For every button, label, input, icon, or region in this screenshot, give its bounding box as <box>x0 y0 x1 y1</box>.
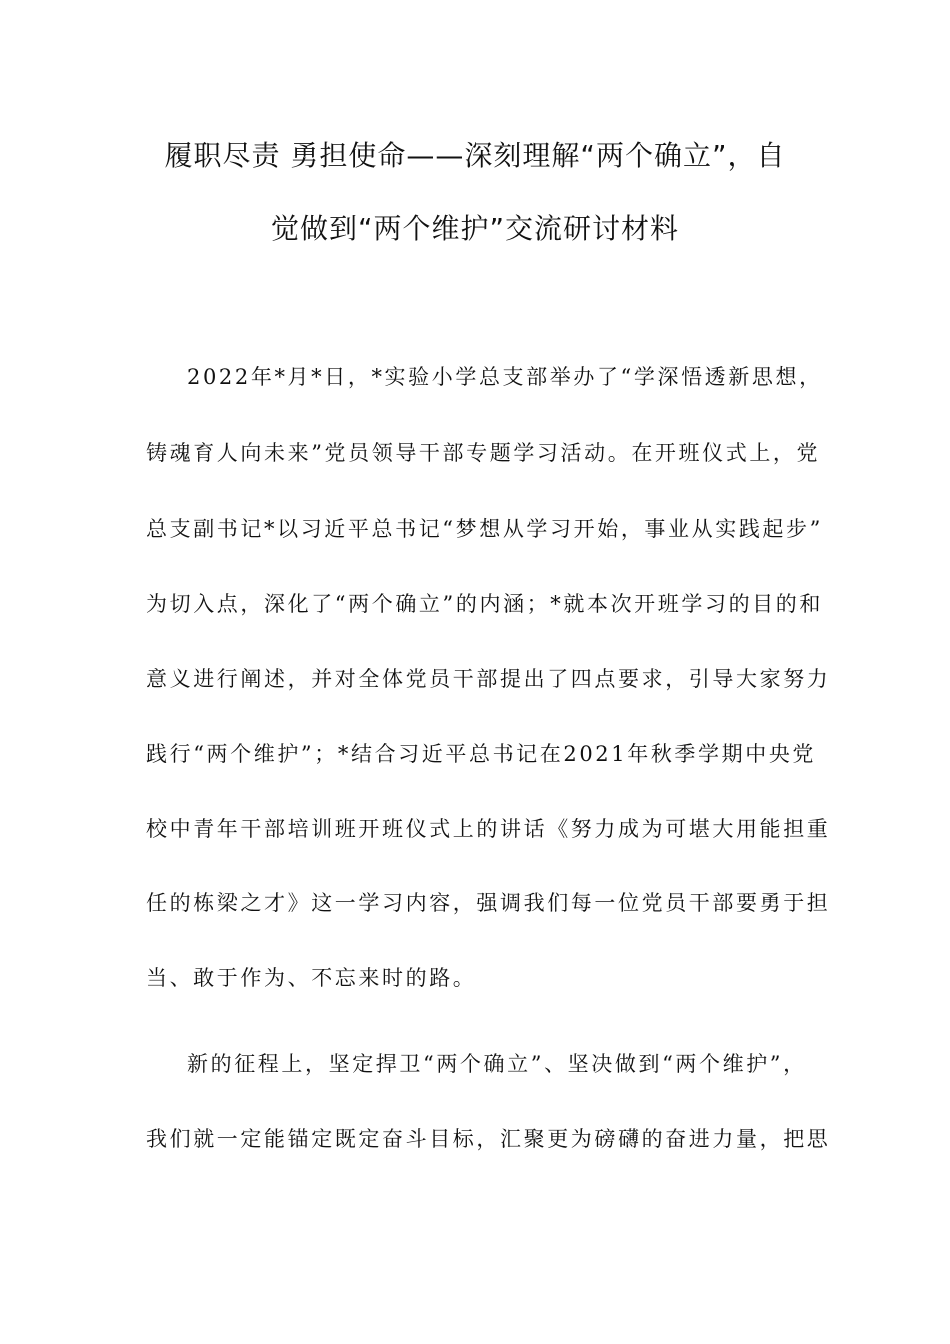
paragraph-line: 为切入点，深化了“两个确立”的内涵；*就本次开班学习的目的和 <box>146 592 823 616</box>
paragraph-line: 铸魂育人向未来”党员领导干部专题学习活动。在开班仪式上，党 <box>146 441 821 465</box>
paragraph-line: 校中青年干部培训班开班仪式上的讲话《努力成为可堪大用能担重 <box>146 817 831 841</box>
paragraph-line: 新的征程上，坚定捍卫“两个确立”、坚决做到“两个维护”， <box>187 1052 807 1076</box>
paragraph-line: 总支副书记*以习近平总书记“梦想从学习开始，事业从实践起步” <box>146 517 823 541</box>
paragraph-line: 意义进行阐述，并对全体党员干部提出了四点要求，引导大家努力 <box>146 667 831 691</box>
paragraph-line: 践行“两个维护”；*结合习近平总书记在2021年秋季学期中央党 <box>146 742 817 766</box>
paragraph-line: 我们就一定能锚定既定奋斗目标，汇聚更为磅礴的奋进力量，把思 <box>146 1127 831 1151</box>
paragraph-line: 2022年*月*日，*实验小学总支部举办了“学深悟透新思想， <box>187 365 823 389</box>
document-title-line-2: 觉做到“两个维护”交流研讨材料 <box>270 212 679 245</box>
document-title-line-1: 履职尽责 勇担使命——深刻理解“两个确立”，自 <box>164 139 786 172</box>
paragraph-line: 当、敢于作为、不忘来时的路。 <box>146 966 477 990</box>
paragraph-line: 任的栋梁之才》这一学习内容，强调我们每一位党员干部要勇于担 <box>146 891 831 915</box>
